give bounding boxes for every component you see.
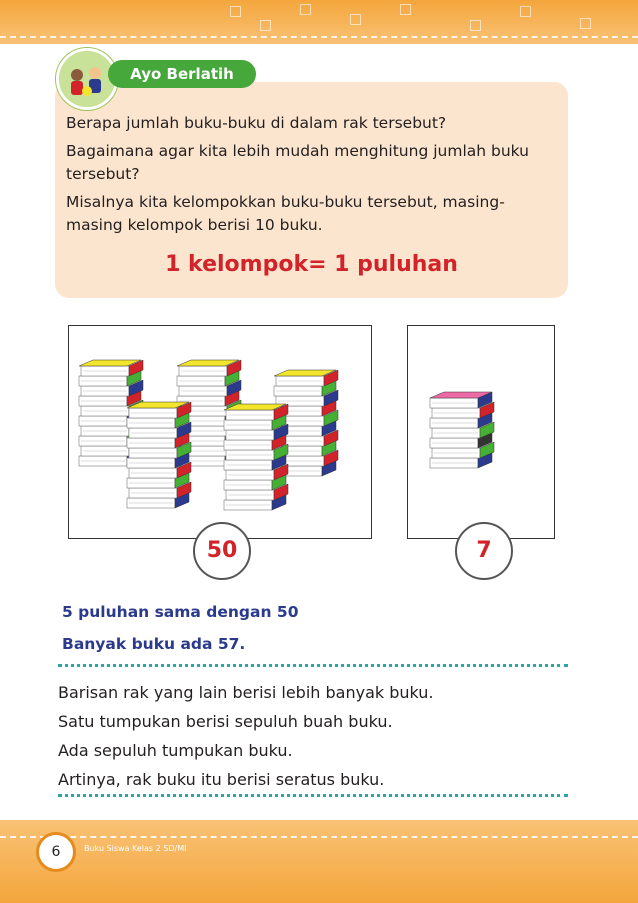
formula-text: 1 kelompok= 1 puluhan: [165, 252, 458, 277]
exercise-line-1: Berapa jumlah buku-buku di dalam rak tersebut?: [66, 114, 447, 132]
count-bubble-right: 7: [455, 522, 513, 580]
exercise-text: [66, 112, 566, 242]
book-stack-single: [430, 392, 494, 468]
paragraph-line-4: Artinya, rak buku itu berisi seratus buku.: [58, 770, 385, 789]
single-stack-illustration: [408, 326, 554, 538]
footer-dashed-line: [0, 836, 638, 838]
paragraph-line-3: Ada sepuluh tumpukan buku.: [58, 741, 293, 760]
result-line-1: 5 puluhan sama dengan 50: [62, 603, 299, 621]
dotted-divider-top: [58, 664, 568, 667]
count-bubble-left: 50: [193, 522, 251, 580]
book-stack-5: [224, 404, 288, 510]
dotted-divider-bottom: [58, 794, 568, 797]
exercise-line-3: Misalnya kita kelompokkan buku-buku tersebut, masing-masing kelompok berisi 10 buku.: [66, 193, 505, 234]
paragraph-line-1: Barisan rak yang lain berisi lebih banyak buku.: [58, 683, 434, 702]
paragraph: [58, 678, 578, 794]
exercise-label: Ayo Berlatih: [108, 60, 256, 88]
footer-band: [0, 820, 638, 903]
book-stack-4: [127, 402, 191, 508]
bookshelf-frame-right: [407, 325, 555, 539]
paragraph-line-2: Satu tumpukan berisi sepuluh buah buku.: [58, 712, 393, 731]
footer-book-title: Buku Siswa Kelas 2 SD/MI: [84, 844, 187, 853]
page-number: 6: [36, 832, 76, 872]
result-line-2: Banyak buku ada 57.: [62, 635, 246, 653]
exercise-line-2: Bagaimana agar kita lebih mudah menghitung jumlah buku tersebut?: [66, 142, 529, 183]
bookshelf-frame-left: [68, 325, 372, 539]
top-dashed-line: [0, 36, 638, 38]
book-stacks-illustration: [69, 326, 371, 538]
